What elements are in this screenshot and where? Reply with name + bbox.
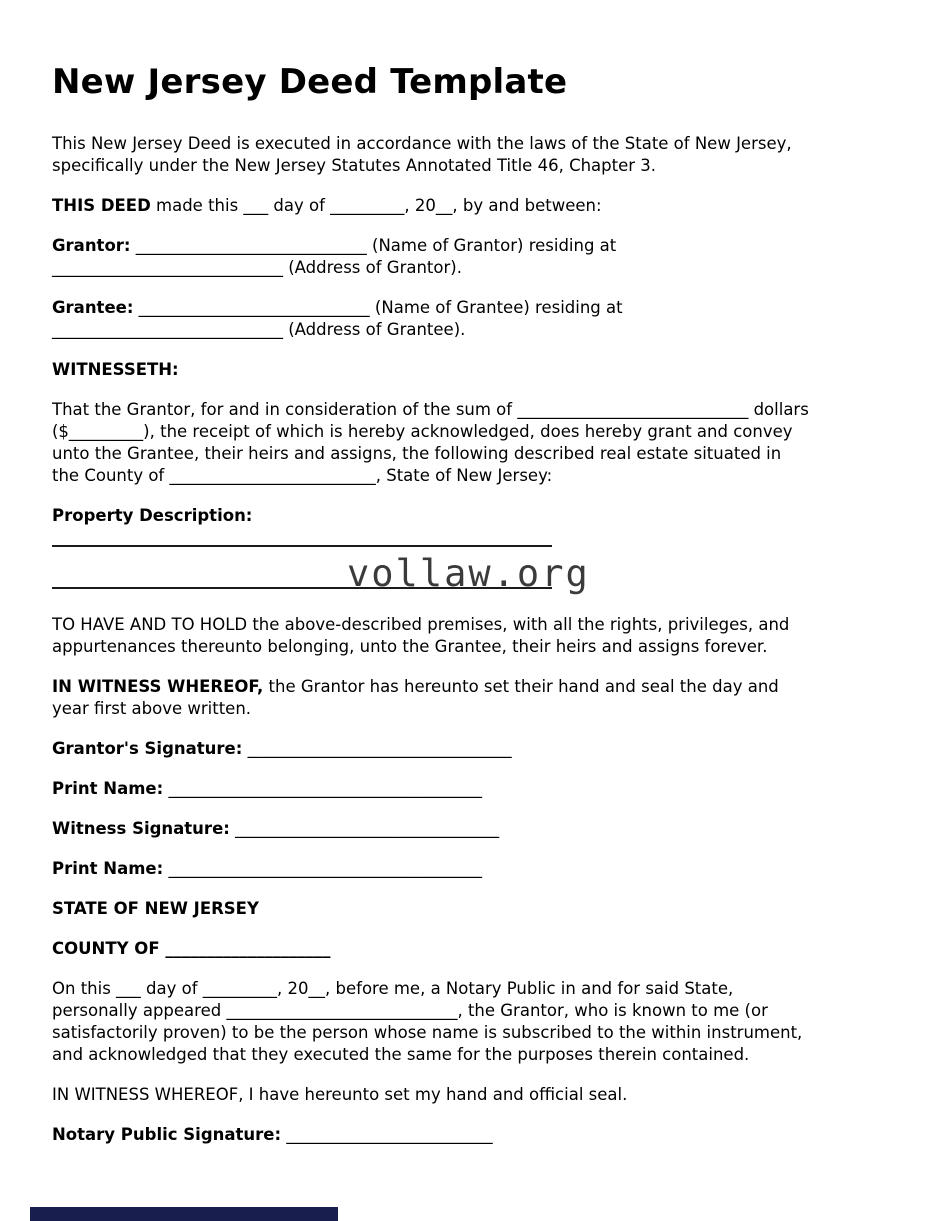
notary-acknowledgment [52, 978, 893, 1066]
notary-ack-line-4: and acknowledged that they executed the same for the purposes therein contained. [52, 1045, 750, 1064]
intro-paragraph [52, 133, 893, 177]
grantee-label: Grantee: [52, 298, 134, 317]
print-name-blank-1: ______________________________________ [163, 779, 482, 798]
witness-signature-row [52, 818, 893, 840]
habendum-line-1: TO HAVE AND TO HOLD the above-described premises, with all the rights, privileges, and [52, 615, 790, 634]
watermark-text: vollaw.org [347, 552, 590, 595]
notary-signature-row [52, 1124, 893, 1146]
notary-ack-line-3: satisfactorily proven) to be the person whose name is subscribed to the within instrument, [52, 1023, 803, 1042]
print-name-row-2 [52, 858, 893, 880]
grantee-name-blank: ____________________________ (Name of Grantee) residing at [133, 298, 623, 317]
grantor-signature-row [52, 738, 893, 760]
notary-ack-line-1: On this ___ day of _________, 20__, before me, a Notary Public in and for said State, [52, 979, 734, 998]
print-name-label-1: Print Name: [52, 779, 164, 798]
deed-clause [52, 195, 893, 217]
grantee-address-blank: ____________________________ (Address of Grantee). [52, 320, 466, 339]
property-description-line-2 [52, 587, 552, 589]
consideration-line-3: unto the Grantee, their heirs and assigns, the following described real estate situated in [52, 444, 782, 463]
consideration-line-2: ($_________), the receipt of which is hereby acknowledged, does hereby grant and convey [52, 422, 793, 441]
grantor-signature-label: Grantor's Signature: [52, 739, 243, 758]
witness-signature-blank: ________________________________ [229, 819, 500, 838]
county-blank: ____________________ [159, 939, 331, 958]
property-description-row-2 [52, 552, 652, 595]
witness-clause-label: IN WITNESS WHEREOF, [52, 677, 264, 696]
intro-line-1: This New Jersey Deed is executed in accordance with the laws of the State of New Jersey, [52, 134, 792, 153]
notary-witness-clause: IN WITNESS WHEREOF, I have hereunto set my hand and official seal. [52, 1085, 628, 1104]
witnesseth-heading: WITNESSETH: [52, 360, 179, 379]
consideration-line-4: the County of _________________________, State of New Jersey: [52, 466, 553, 485]
property-description-heading: Property Description: [52, 506, 253, 525]
state-heading: STATE OF NEW JERSEY [52, 899, 259, 918]
notary-ack-line-2: personally appeared ____________________________, the Grantor, who is known to me (or [52, 1001, 768, 1020]
intro-line-2: specifically under the New Jersey Statutes Annotated Title 46, Chapter 3. [52, 156, 657, 175]
footer-bar [30, 1207, 338, 1221]
witness-signature-label: Witness Signature: [52, 819, 230, 838]
deed-clause-label: THIS DEED [52, 196, 151, 215]
habendum-line-2: appurtenances thereunto belonging, unto the Grantee, their heirs and assigns forever. [52, 637, 768, 656]
property-description-line-1 [52, 545, 552, 547]
notary-signature-blank: _________________________ [281, 1125, 493, 1144]
consideration-line-1: That the Grantor, for and in consideration of the sum of ____________________________ dollars [52, 400, 809, 419]
deed-clause-text: made this ___ day of _________, 20__, by and between: [150, 196, 602, 215]
print-name-blank-2: ______________________________________ [163, 859, 482, 878]
consideration-clause [52, 399, 893, 487]
print-name-row-1 [52, 778, 893, 800]
grantor-signature-blank: ________________________________ [242, 739, 512, 758]
county-label: COUNTY OF [52, 939, 160, 958]
habendum-clause [52, 614, 893, 658]
notary-signature-label: Notary Public Signature: [52, 1125, 282, 1144]
witness-clause-line-2: year first above written. [52, 699, 252, 718]
county-row [52, 938, 893, 960]
grantor-label: Grantor: [52, 236, 131, 255]
document-title: New Jersey Deed Template [52, 62, 568, 102]
print-name-label-2: Print Name: [52, 859, 164, 878]
grantee-clause [52, 297, 893, 341]
grantor-name-blank: ____________________________ (Name of Grantor) residing at [130, 236, 617, 255]
witness-clause-line-1: the Grantor has hereunto set their hand and seal the day and [263, 677, 779, 696]
witness-clause [52, 676, 893, 720]
grantor-clause [52, 235, 893, 279]
grantor-address-blank: ____________________________ (Address of Grantor). [52, 258, 462, 277]
